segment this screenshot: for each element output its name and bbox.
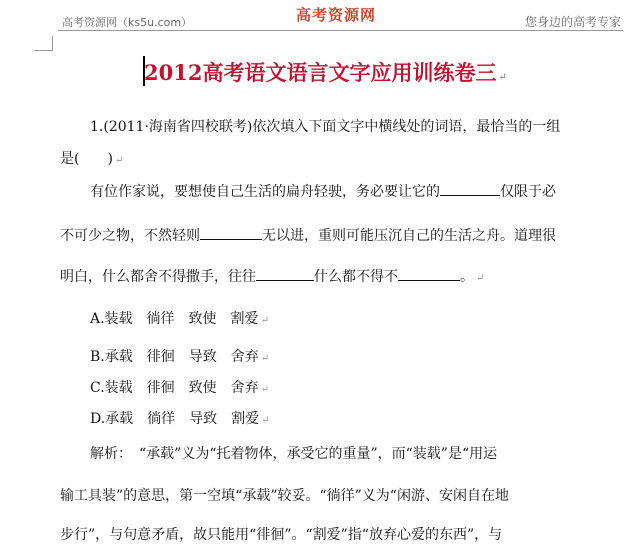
fill-blank-4 xyxy=(398,267,460,281)
page-header xyxy=(0,0,633,34)
question-line-1[interactable]: 1.(2011·海南省四校联考)依次填入下面文字中横线处的词语，最恰当的一组 xyxy=(90,119,561,135)
header-right-text: 您身边的高考专家 xyxy=(524,15,621,29)
document-title[interactable] xyxy=(144,57,507,87)
header-logo: 高考资源网 xyxy=(296,6,377,24)
question-line-2[interactable]: 是( ) ↵ xyxy=(60,151,124,167)
fill-blank-2 xyxy=(200,226,262,240)
option-c[interactable]: C.装载 徘徊 致使 舍弃 ↵ xyxy=(90,380,270,396)
paragraph-mark-icon: ↵ xyxy=(498,72,507,83)
title-text: 2012高考语文语言文字应用训练卷三 xyxy=(144,60,497,85)
analysis-line-2[interactable]: 输工具装”的意思，第一空填“承载”较妥。“徜徉”义为“闲游、安闲自在地 xyxy=(60,488,509,504)
paragraph-mark-icon: ↵ xyxy=(261,415,270,426)
header-rule xyxy=(58,30,623,31)
analysis-line-3[interactable]: 步行”，与句意矛盾，故只能用“徘徊”。“割爱”指“放弃心爱的东西”，与 xyxy=(60,527,503,543)
margin-corner-mark xyxy=(34,36,53,51)
option-b[interactable]: B.承载 徘徊 导致 舍弃 ↵ xyxy=(90,349,270,365)
fill-blank-3 xyxy=(256,267,314,281)
option-d[interactable]: D.承载 徜徉 导致 割爱 ↵ xyxy=(90,411,270,427)
passage-line-2[interactable]: 不可少之物，不然轻则 无以进，重则可能压沉自己的生活之舟。道理很 xyxy=(60,228,556,244)
paragraph-mark-icon: ↵ xyxy=(260,353,270,364)
passage-line-3[interactable]: 明白，什么都舍不得撒手，往往 什么都不得不 。 ↵ xyxy=(60,269,485,285)
paragraph-mark-icon: ↵ xyxy=(260,315,269,326)
header-left-text: 高考资源网（ks5u.com） xyxy=(62,16,193,29)
passage-line-1[interactable]: 有位作家说，要想使自己生活的扁舟轻驶，务必要让它的 仅限于必 xyxy=(90,184,556,200)
paragraph-mark-icon: ↵ xyxy=(260,384,270,395)
fill-blank-1 xyxy=(440,182,500,196)
option-a[interactable]: A.装载 徜徉 致使 割爱 ↵ xyxy=(90,311,269,327)
paragraph-mark-icon: ↵ xyxy=(476,273,485,284)
paragraph-mark-icon: ↵ xyxy=(114,155,124,166)
analysis-line-1[interactable]: 解析： “承载”义为“托着物体，承受它的重量”，而“装载”是“用运 xyxy=(90,446,498,462)
